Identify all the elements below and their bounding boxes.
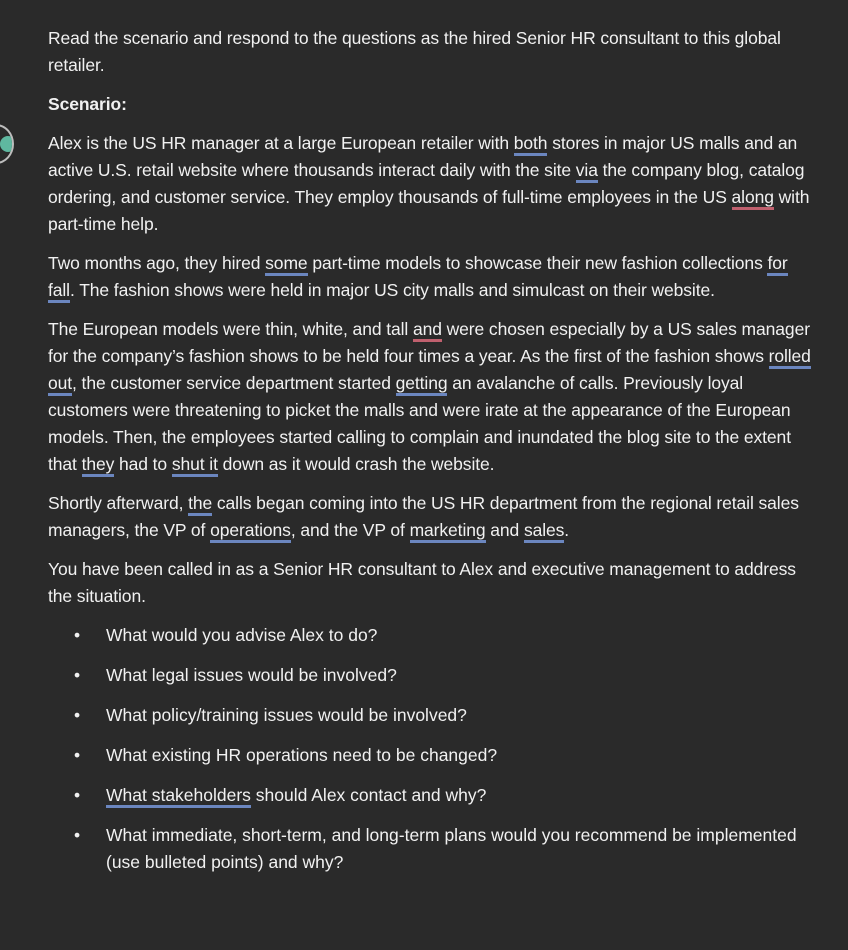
grammar-suggestion[interactable]: for fall <box>48 253 788 303</box>
avatar[interactable] <box>0 124 14 164</box>
scenario-paragraph-4: Shortly afterward, the calls began coming into the US HR department from the regional retail sales managers, the VP of operations, and the VP of marketing and sales. <box>48 490 818 544</box>
grammar-suggestion[interactable]: What stakeholders <box>106 785 251 808</box>
questions-list <box>48 622 818 876</box>
grammar-suggestion[interactable]: the <box>188 493 212 516</box>
list-item: • What immediate, short-term, and long-term plans would you recommend be implemented (use bulleted points) and why? <box>48 822 818 876</box>
list-item: • What legal issues would be involved? <box>48 662 818 689</box>
bullet: • <box>74 745 81 765</box>
grammar-suggestion[interactable]: shut it <box>172 454 218 477</box>
scenario-paragraph-3: The European models were thin, white, and tall and were chosen especially by a US sales manager for the company’s fashion shows to be held four times a year. As the first of the fashion shows rolled out, the customer service department started getting an avalanche of calls. Previously loyal customers were threatening to picket the malls and were irate at the appearance of the European models. Then, the employees started calling to complain and inundated the blog site to the extent that they had to shut it down as it would crash the website. <box>48 316 818 478</box>
scenario-paragraph-1: Alex is the US HR manager at a large European retailer with both stores in major US malls and an active U.S. retail website where thousands interact daily with the site via the company blog, catalog ordering, and customer service. They employ thousands of full-time employees in the US along with part-time help. <box>48 133 810 234</box>
list-item: • What policy/training issues would be involved? <box>48 702 818 729</box>
scenario-paragraph-2: Two months ago, they hired some part-time models to showcase their new fashion collections for fall. The fashion shows were held in major US city malls and simulcast on their website. <box>48 250 818 304</box>
grammar-suggestion[interactable]: they <box>82 454 115 477</box>
grammar-suggestion[interactable]: via <box>576 160 598 183</box>
grammar-suggestion[interactable]: rolled out <box>48 346 811 396</box>
bullet: • <box>74 625 81 645</box>
scenario-paragraph-5: You have been called in as a Senior HR consultant to Alex and executive management to address the situation. <box>48 559 796 606</box>
grammar-suggestion[interactable]: sales <box>524 520 564 543</box>
scenario-heading: Scenario: <box>48 94 127 114</box>
list-item: • What stakeholders should Alex contact and why? <box>48 782 818 809</box>
bullet: • <box>74 785 81 805</box>
grammar-suggestion[interactable]: operations <box>210 520 291 543</box>
grammar-suggestion[interactable]: getting <box>396 373 448 396</box>
spelling-suggestion[interactable]: and <box>413 319 442 342</box>
bullet: • <box>74 705 81 725</box>
grammar-suggestion[interactable]: some <box>265 253 307 276</box>
list-item: • What existing HR operations need to be changed? <box>48 742 818 769</box>
document <box>48 25 818 889</box>
grammar-suggestion[interactable]: both <box>514 133 548 156</box>
intro-text: Read the scenario and respond to the questions as the hired Senior HR consultant to this global retailer. <box>48 28 781 75</box>
bullet: • <box>74 825 81 845</box>
list-item: • What would you advise Alex to do? <box>48 622 818 649</box>
spelling-suggestion[interactable]: along <box>732 187 774 210</box>
grammar-suggestion[interactable]: marketing <box>410 520 486 543</box>
bullet: • <box>74 665 81 685</box>
avatar-image <box>0 136 14 152</box>
